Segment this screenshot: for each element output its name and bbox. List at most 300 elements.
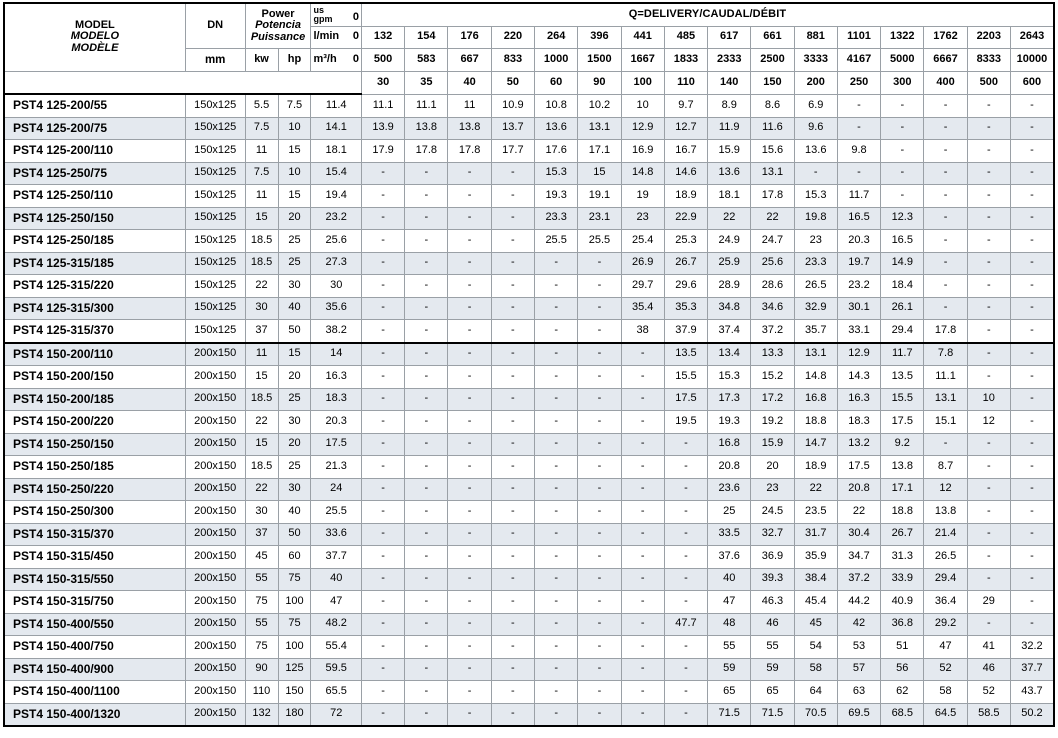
cell-model: PST4 125-250/150 bbox=[4, 207, 185, 230]
table-row bbox=[4, 162, 1054, 185]
table-row bbox=[4, 94, 1054, 117]
cell-head-5: - bbox=[578, 568, 621, 591]
cell-power-kw: 15 bbox=[245, 433, 278, 456]
cell-power-kw: 30 bbox=[245, 297, 278, 320]
cell-head-zero: 47 bbox=[311, 591, 361, 614]
cell-dn: 150x125 bbox=[185, 117, 245, 140]
cell-head-14: 10 bbox=[967, 388, 1010, 411]
cell-head-7: - bbox=[664, 546, 707, 569]
cell-head-1: 13.8 bbox=[405, 117, 448, 140]
flow-gpm-7: 485 bbox=[664, 26, 707, 49]
cell-head-5: - bbox=[578, 366, 621, 389]
cell-head-10: 70.5 bbox=[794, 703, 837, 726]
cell-head-7: 26.7 bbox=[664, 252, 707, 275]
cell-head-zero: 72 bbox=[311, 703, 361, 726]
cell-dn: 200x150 bbox=[185, 658, 245, 681]
cell-head-0: - bbox=[361, 456, 404, 479]
cell-head-3: - bbox=[491, 591, 534, 614]
cell-head-6: - bbox=[621, 636, 664, 659]
cell-head-7: 16.7 bbox=[664, 140, 707, 163]
table-row bbox=[4, 456, 1054, 479]
table-row bbox=[4, 568, 1054, 591]
cell-head-14: - bbox=[967, 320, 1010, 343]
cell-head-1: 17.8 bbox=[405, 140, 448, 163]
cell-head-12: - bbox=[881, 117, 924, 140]
cell-head-12: 68.5 bbox=[881, 703, 924, 726]
cell-head-5: 13.1 bbox=[578, 117, 621, 140]
cell-head-4: - bbox=[535, 613, 578, 636]
cell-head-4: - bbox=[535, 297, 578, 320]
cell-head-11: 20.8 bbox=[837, 478, 880, 501]
cell-head-0: - bbox=[361, 523, 404, 546]
cell-head-6: - bbox=[621, 388, 664, 411]
cell-head-13: 29.2 bbox=[924, 613, 967, 636]
cell-dn: 200x150 bbox=[185, 411, 245, 434]
cell-head-13: 52 bbox=[924, 658, 967, 681]
flow-lmin-8: 2333 bbox=[708, 49, 751, 72]
header-spacer bbox=[4, 71, 361, 94]
cell-head-10: 54 bbox=[794, 636, 837, 659]
cell-head-10: 58 bbox=[794, 658, 837, 681]
cell-head-13: - bbox=[924, 230, 967, 253]
cell-head-14: - bbox=[967, 162, 1010, 185]
cell-power-kw: 37 bbox=[245, 320, 278, 343]
cell-head-11: 30.4 bbox=[837, 523, 880, 546]
cell-head-13: 21.4 bbox=[924, 523, 967, 546]
cell-head-6: - bbox=[621, 613, 664, 636]
cell-head-14: - bbox=[967, 252, 1010, 275]
cell-head-zero: 21.3 bbox=[311, 456, 361, 479]
cell-head-0: - bbox=[361, 297, 404, 320]
cell-head-0: - bbox=[361, 207, 404, 230]
cell-head-8: 37.6 bbox=[708, 546, 751, 569]
cell-head-13: 26.5 bbox=[924, 546, 967, 569]
cell-head-4: - bbox=[535, 501, 578, 524]
cell-head-7: 18.9 bbox=[664, 185, 707, 208]
flow-m3h-14: 500 bbox=[967, 71, 1010, 94]
cell-head-12: 16.5 bbox=[881, 230, 924, 253]
cell-head-5: - bbox=[578, 320, 621, 343]
cell-head-zero: 35.6 bbox=[311, 297, 361, 320]
table-row bbox=[4, 366, 1054, 389]
cell-head-7: - bbox=[664, 636, 707, 659]
cell-head-2: - bbox=[448, 681, 491, 704]
cell-head-6: - bbox=[621, 411, 664, 434]
cell-head-3: - bbox=[491, 681, 534, 704]
cell-head-11: 19.7 bbox=[837, 252, 880, 275]
cell-head-5: - bbox=[578, 658, 621, 681]
cell-head-7: - bbox=[664, 658, 707, 681]
flow-lmin-14: 8333 bbox=[967, 49, 1010, 72]
cell-head-0: - bbox=[361, 275, 404, 298]
flow-gpm-8: 617 bbox=[708, 26, 751, 49]
cell-head-1: - bbox=[405, 478, 448, 501]
flow-lmin-6: 1667 bbox=[621, 49, 664, 72]
cell-head-1: - bbox=[405, 456, 448, 479]
cell-head-2: - bbox=[448, 320, 491, 343]
cell-head-0: 11.1 bbox=[361, 94, 404, 117]
cell-head-2: - bbox=[448, 230, 491, 253]
header-power-kw: kw bbox=[245, 49, 278, 72]
cell-dn: 150x125 bbox=[185, 252, 245, 275]
cell-head-10: 35.9 bbox=[794, 546, 837, 569]
cell-head-14: 41 bbox=[967, 636, 1010, 659]
cell-head-8: 19.3 bbox=[708, 411, 751, 434]
flow-lmin-2: 667 bbox=[448, 49, 491, 72]
cell-head-15: - bbox=[1010, 297, 1054, 320]
cell-head-10: 32.9 bbox=[794, 297, 837, 320]
cell-head-zero: 27.3 bbox=[311, 252, 361, 275]
cell-head-8: 55 bbox=[708, 636, 751, 659]
cell-head-7: 13.5 bbox=[664, 343, 707, 366]
cell-head-13: 47 bbox=[924, 636, 967, 659]
pump-performance-table bbox=[3, 2, 1055, 727]
cell-head-11: 11.7 bbox=[837, 185, 880, 208]
cell-head-5: - bbox=[578, 433, 621, 456]
cell-head-7: - bbox=[664, 433, 707, 456]
cell-head-4: 25.5 bbox=[535, 230, 578, 253]
cell-power-hp: 100 bbox=[278, 636, 311, 659]
cell-head-6: - bbox=[621, 568, 664, 591]
cell-power-hp: 150 bbox=[278, 681, 311, 704]
cell-power-kw: 22 bbox=[245, 478, 278, 501]
cell-head-1: - bbox=[405, 343, 448, 366]
cell-head-8: 22 bbox=[708, 207, 751, 230]
cell-head-7: 15.5 bbox=[664, 366, 707, 389]
cell-head-8: 23.6 bbox=[708, 478, 751, 501]
cell-head-3: - bbox=[491, 613, 534, 636]
cell-dn: 150x125 bbox=[185, 185, 245, 208]
cell-head-9: 71.5 bbox=[751, 703, 794, 726]
cell-head-4: 19.3 bbox=[535, 185, 578, 208]
cell-model: PST4 125-200/55 bbox=[4, 94, 185, 117]
cell-power-kw: 55 bbox=[245, 568, 278, 591]
cell-head-13: - bbox=[924, 94, 967, 117]
header-power-hp: hp bbox=[278, 49, 311, 72]
cell-head-7: 17.5 bbox=[664, 388, 707, 411]
cell-head-4: - bbox=[535, 546, 578, 569]
cell-head-6: 25.4 bbox=[621, 230, 664, 253]
cell-head-1: - bbox=[405, 275, 448, 298]
cell-head-10: 14.8 bbox=[794, 366, 837, 389]
cell-head-10: 45.4 bbox=[794, 591, 837, 614]
cell-dn: 150x125 bbox=[185, 140, 245, 163]
cell-head-5: 19.1 bbox=[578, 185, 621, 208]
cell-head-5: - bbox=[578, 456, 621, 479]
cell-head-2: 17.8 bbox=[448, 140, 491, 163]
cell-head-10: 22 bbox=[794, 478, 837, 501]
cell-dn: 150x125 bbox=[185, 275, 245, 298]
cell-head-12: 33.9 bbox=[881, 568, 924, 591]
cell-head-15: - bbox=[1010, 117, 1054, 140]
flow-m3h-11: 250 bbox=[837, 71, 880, 94]
cell-model: PST4 150-315/750 bbox=[4, 591, 185, 614]
cell-power-hp: 10 bbox=[278, 117, 311, 140]
table-row bbox=[4, 388, 1054, 411]
cell-power-hp: 40 bbox=[278, 501, 311, 524]
cell-head-7: - bbox=[664, 568, 707, 591]
flow-lmin-4: 1000 bbox=[535, 49, 578, 72]
cell-head-0: - bbox=[361, 230, 404, 253]
cell-head-zero: 37.7 bbox=[311, 546, 361, 569]
cell-head-14: - bbox=[967, 523, 1010, 546]
cell-head-4: - bbox=[535, 252, 578, 275]
cell-head-14: - bbox=[967, 456, 1010, 479]
cell-head-13: - bbox=[924, 275, 967, 298]
cell-head-14: 12 bbox=[967, 411, 1010, 434]
cell-power-kw: 22 bbox=[245, 411, 278, 434]
cell-head-13: 17.8 bbox=[924, 320, 967, 343]
flow-m3h-6: 100 bbox=[621, 71, 664, 94]
cell-head-4: - bbox=[535, 320, 578, 343]
cell-head-8: 13.4 bbox=[708, 343, 751, 366]
cell-model: PST4 150-250/220 bbox=[4, 478, 185, 501]
cell-power-kw: 11 bbox=[245, 343, 278, 366]
cell-power-hp: 125 bbox=[278, 658, 311, 681]
cell-head-9: 65 bbox=[751, 681, 794, 704]
cell-head-5: - bbox=[578, 252, 621, 275]
cell-head-15: - bbox=[1010, 230, 1054, 253]
cell-dn: 200x150 bbox=[185, 366, 245, 389]
cell-head-5: - bbox=[578, 411, 621, 434]
cell-head-15: 43.7 bbox=[1010, 681, 1054, 704]
cell-head-8: 20.8 bbox=[708, 456, 751, 479]
flow-m3h-2: 40 bbox=[448, 71, 491, 94]
cell-power-kw: 11 bbox=[245, 185, 278, 208]
cell-head-13: 36.4 bbox=[924, 591, 967, 614]
cell-head-3: - bbox=[491, 343, 534, 366]
flow-m3h-1: 35 bbox=[405, 71, 448, 94]
cell-head-10: 35.7 bbox=[794, 320, 837, 343]
cell-head-15: - bbox=[1010, 456, 1054, 479]
cell-power-hp: 40 bbox=[278, 297, 311, 320]
cell-head-2: 11 bbox=[448, 94, 491, 117]
cell-model: PST4 150-315/550 bbox=[4, 568, 185, 591]
cell-head-12: 56 bbox=[881, 658, 924, 681]
cell-head-2: - bbox=[448, 658, 491, 681]
table-row bbox=[4, 546, 1054, 569]
cell-head-5: - bbox=[578, 546, 621, 569]
cell-head-10: 6.9 bbox=[794, 94, 837, 117]
flow-m3h-0: 30 bbox=[361, 71, 404, 94]
cell-head-1: - bbox=[405, 207, 448, 230]
cell-dn: 200x150 bbox=[185, 636, 245, 659]
cell-head-10: 18.8 bbox=[794, 411, 837, 434]
cell-head-4: - bbox=[535, 275, 578, 298]
cell-head-6: 16.9 bbox=[621, 140, 664, 163]
cell-power-kw: 15 bbox=[245, 366, 278, 389]
cell-head-4: - bbox=[535, 658, 578, 681]
flow-lmin-10: 3333 bbox=[794, 49, 837, 72]
cell-dn: 200x150 bbox=[185, 523, 245, 546]
cell-head-1: - bbox=[405, 681, 448, 704]
cell-power-kw: 75 bbox=[245, 591, 278, 614]
cell-model: PST4 125-315/220 bbox=[4, 275, 185, 298]
cell-head-7: 35.3 bbox=[664, 297, 707, 320]
cell-power-kw: 132 bbox=[245, 703, 278, 726]
cell-head-8: 15.9 bbox=[708, 140, 751, 163]
cell-head-1: - bbox=[405, 230, 448, 253]
cell-head-10: 26.5 bbox=[794, 275, 837, 298]
cell-head-6: - bbox=[621, 433, 664, 456]
cell-head-zero: 38.2 bbox=[311, 320, 361, 343]
flow-gpm-14: 2203 bbox=[967, 26, 1010, 49]
cell-dn: 200x150 bbox=[185, 681, 245, 704]
cell-power-hp: 60 bbox=[278, 546, 311, 569]
cell-model: PST4 150-400/1100 bbox=[4, 681, 185, 704]
flow-gpm-1: 154 bbox=[405, 26, 448, 49]
table-row bbox=[4, 658, 1054, 681]
cell-head-14: 29 bbox=[967, 591, 1010, 614]
cell-head-0: - bbox=[361, 546, 404, 569]
flow-lmin-3: 833 bbox=[491, 49, 534, 72]
flow-lmin-11: 4167 bbox=[837, 49, 880, 72]
flow-gpm-13: 1762 bbox=[924, 26, 967, 49]
cell-head-3: - bbox=[491, 230, 534, 253]
cell-head-5: - bbox=[578, 478, 621, 501]
cell-head-zero: 23.2 bbox=[311, 207, 361, 230]
cell-head-11: 12.9 bbox=[837, 343, 880, 366]
cell-power-kw: 7.5 bbox=[245, 162, 278, 185]
cell-head-8: 25 bbox=[708, 501, 751, 524]
cell-head-8: 37.4 bbox=[708, 320, 751, 343]
cell-head-0: - bbox=[361, 185, 404, 208]
cell-head-2: - bbox=[448, 501, 491, 524]
table-row bbox=[4, 613, 1054, 636]
cell-head-1: - bbox=[405, 703, 448, 726]
cell-dn: 150x125 bbox=[185, 207, 245, 230]
cell-head-0: - bbox=[361, 366, 404, 389]
cell-head-15: - bbox=[1010, 162, 1054, 185]
flow-m3h-15: 600 bbox=[1010, 71, 1054, 94]
cell-head-12: 29.4 bbox=[881, 320, 924, 343]
cell-dn: 200x150 bbox=[185, 703, 245, 726]
cell-power-kw: 18.5 bbox=[245, 230, 278, 253]
cell-head-11: - bbox=[837, 94, 880, 117]
flow-m3h-9: 150 bbox=[751, 71, 794, 94]
cell-head-0: 13.9 bbox=[361, 117, 404, 140]
cell-head-6: - bbox=[621, 366, 664, 389]
cell-head-8: 59 bbox=[708, 658, 751, 681]
cell-head-12: 17.1 bbox=[881, 478, 924, 501]
cell-head-14: - bbox=[967, 546, 1010, 569]
cell-head-15: - bbox=[1010, 501, 1054, 524]
cell-head-11: 34.7 bbox=[837, 546, 880, 569]
cell-power-hp: 15 bbox=[278, 140, 311, 163]
cell-head-0: 17.9 bbox=[361, 140, 404, 163]
cell-power-hp: 25 bbox=[278, 388, 311, 411]
cell-head-6: 26.9 bbox=[621, 252, 664, 275]
cell-head-6: - bbox=[621, 703, 664, 726]
cell-dn: 150x125 bbox=[185, 230, 245, 253]
cell-head-1: - bbox=[405, 568, 448, 591]
cell-head-13: 8.7 bbox=[924, 456, 967, 479]
cell-head-6: - bbox=[621, 658, 664, 681]
cell-head-2: - bbox=[448, 388, 491, 411]
cell-head-5: 25.5 bbox=[578, 230, 621, 253]
cell-head-7: 25.3 bbox=[664, 230, 707, 253]
cell-head-15: - bbox=[1010, 343, 1054, 366]
cell-head-1: - bbox=[405, 433, 448, 456]
cell-head-5: - bbox=[578, 681, 621, 704]
cell-head-0: - bbox=[361, 320, 404, 343]
cell-power-kw: 45 bbox=[245, 546, 278, 569]
cell-head-6: 14.8 bbox=[621, 162, 664, 185]
flow-gpm-2: 176 bbox=[448, 26, 491, 49]
cell-head-5: - bbox=[578, 613, 621, 636]
cell-head-9: 25.6 bbox=[751, 252, 794, 275]
flow-m3h-3: 50 bbox=[491, 71, 534, 94]
cell-head-6: - bbox=[621, 501, 664, 524]
cell-head-14: - bbox=[967, 501, 1010, 524]
cell-head-0: - bbox=[361, 591, 404, 614]
table-row bbox=[4, 703, 1054, 726]
cell-head-3: - bbox=[491, 478, 534, 501]
cell-power-kw: 30 bbox=[245, 501, 278, 524]
cell-head-14: - bbox=[967, 140, 1010, 163]
cell-head-0: - bbox=[361, 478, 404, 501]
cell-power-hp: 7.5 bbox=[278, 94, 311, 117]
flow-gpm-0: 132 bbox=[361, 26, 404, 49]
cell-head-11: 16.5 bbox=[837, 207, 880, 230]
cell-head-0: - bbox=[361, 501, 404, 524]
cell-head-15: - bbox=[1010, 613, 1054, 636]
cell-head-1: - bbox=[405, 636, 448, 659]
cell-head-4: - bbox=[535, 343, 578, 366]
cell-head-9: 46 bbox=[751, 613, 794, 636]
cell-head-14: - bbox=[967, 433, 1010, 456]
cell-head-9: 17.2 bbox=[751, 388, 794, 411]
cell-head-14: 52 bbox=[967, 681, 1010, 704]
cell-head-14: - bbox=[967, 568, 1010, 591]
cell-head-12: 36.8 bbox=[881, 613, 924, 636]
cell-head-5: 10.2 bbox=[578, 94, 621, 117]
cell-head-10: 15.3 bbox=[794, 185, 837, 208]
cell-head-4: - bbox=[535, 366, 578, 389]
cell-head-11: 63 bbox=[837, 681, 880, 704]
cell-dn: 150x125 bbox=[185, 320, 245, 343]
cell-head-zero: 25.5 bbox=[311, 501, 361, 524]
table-row bbox=[4, 207, 1054, 230]
cell-head-11: 69.5 bbox=[837, 703, 880, 726]
cell-head-1: - bbox=[405, 501, 448, 524]
cell-head-13: - bbox=[924, 140, 967, 163]
cell-head-0: - bbox=[361, 658, 404, 681]
cell-head-14: - bbox=[967, 185, 1010, 208]
cell-head-3: - bbox=[491, 320, 534, 343]
cell-head-3: - bbox=[491, 411, 534, 434]
cell-power-hp: 20 bbox=[278, 433, 311, 456]
cell-head-12: - bbox=[881, 162, 924, 185]
header-power: Power Potencia Puissance bbox=[245, 3, 311, 49]
cell-head-14: - bbox=[967, 366, 1010, 389]
cell-head-3: - bbox=[491, 252, 534, 275]
cell-head-15: 32.2 bbox=[1010, 636, 1054, 659]
table-row bbox=[4, 320, 1054, 343]
cell-head-zero: 48.2 bbox=[311, 613, 361, 636]
cell-model: PST4 150-250/150 bbox=[4, 433, 185, 456]
cell-head-2: - bbox=[448, 478, 491, 501]
cell-head-15: - bbox=[1010, 366, 1054, 389]
cell-head-0: - bbox=[361, 388, 404, 411]
cell-head-zero: 11.4 bbox=[311, 94, 361, 117]
cell-head-5: 17.1 bbox=[578, 140, 621, 163]
cell-head-4: - bbox=[535, 636, 578, 659]
cell-head-2: 13.8 bbox=[448, 117, 491, 140]
cell-head-5: - bbox=[578, 636, 621, 659]
cell-model: PST4 150-315/370 bbox=[4, 523, 185, 546]
cell-head-10: 13.6 bbox=[794, 140, 837, 163]
